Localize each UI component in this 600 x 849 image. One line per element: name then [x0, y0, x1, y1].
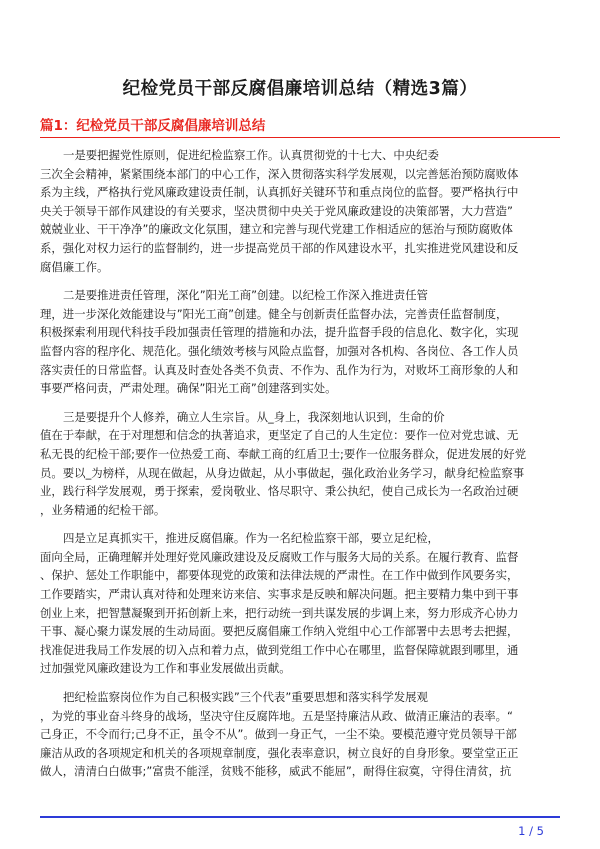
paragraph-line: 积极探索利用现代科技手段加强责任管理的措施和办法，提升监督手段的信息化、数字化，实现	[40, 325, 519, 340]
paragraph	[40, 688, 560, 781]
paragraph	[40, 408, 560, 520]
paragraph	[40, 146, 560, 276]
paragraph	[40, 286, 560, 398]
paragraph-line: 一是要把握党性原则，促进纪检监察工作。认真贯彻党的十七大、中央纪委	[63, 148, 439, 162]
paragraph-line: 私无畏的纪检干部;要作一位热爱工商、奉献工商的红盾卫士;要作一位服务群众，促进发展的好党	[40, 446, 527, 461]
paragraph-line: 干事、凝心聚力谋发展的生动局面。要把反腐倡廉工作纳入党组中心工作部署中去思考去把握，	[40, 624, 519, 639]
paragraph-line: 己身正，不令而行;己身不正，虽令不从”。做到一身正气，一尘不染。要模范遵守党员领导干部	[40, 727, 517, 742]
paragraph-line: 业，践行科学发展观，勇于探索，爱岗敬业、恪尽职守、秉公执纪，使自己成长为一名政治过硬	[40, 484, 519, 499]
paragraph	[40, 529, 560, 678]
document-title: 纪检党员干部反腐倡廉培训总结（精选3篇）	[122, 79, 478, 99]
paragraph-line: 二是要推进责任管理，深化”阳光工商”创建。以纪检工作深入推进责任管	[63, 288, 428, 303]
paragraph-line: ，业务精通的纪检干部。	[40, 502, 166, 517]
paragraph-line: 找准促进我局工作发展的切入点和着力点，做到党组工作中心在哪里，监督保障就跟到哪里，通	[40, 642, 519, 657]
footer-divider	[40, 816, 560, 818]
paragraph-line: 把纪检监察岗位作为自己积极实践”三个代表”重要思想和落实科学发展观	[63, 690, 428, 705]
paragraph-line: 三次全会精神，紧紧围绕本部门的中心工作，深入贯彻落实科学发展观，以完善惩治预防腐败体	[40, 166, 519, 181]
paragraph-line: 理，进一步深化效能建设与”阳光工商”创建。健全与创新责任监督办法，完善责任监督制度，	[40, 306, 508, 321]
paragraph-line: 监督内容的程序化、规范化。强化绩效考核与风险点监督，加强对各机构、各岗位、各工作人员	[40, 343, 519, 358]
paragraph-line: 廉洁从政的各项规定和机关的各项规章制度，强化表率意识，树立良好的自身形象。要堂堂正正	[40, 745, 519, 760]
section-divider	[40, 137, 560, 138]
document-body	[40, 146, 560, 791]
paragraph-line: 央关于领导干部作风建设的有关要求，坚决贯彻中央关于党风廉政建设的决策部署，大力营造”	[40, 203, 513, 218]
page-number: 1 / 5	[518, 824, 544, 838]
paragraph-line: 过加强党风廉政建设为工作和事业发展做出贡献。	[40, 661, 291, 676]
paragraph-line: 工作要踏实，严肃认真对待和处理来访来信、实事求是反映和解决问题。把主要精力集中到干事	[40, 587, 519, 602]
paragraph-line: 兢兢业业、干干净净”的廉政文化氛围，建立和完善与现代党建工作相适应的惩治与预防腐败体	[40, 222, 513, 237]
paragraph-line: 值在于奉献，在于对理想和信念的执著追求，更坚定了自己的人生定位：要作一位对党忠诚、无	[40, 428, 519, 443]
paragraph-line: 面向全局，正确理解并处理好党风廉政建设及反腐败工作与服务大局的关系。在履行教育、监督	[40, 549, 519, 564]
section-heading: 篇1：纪检党员干部反腐倡廉培训总结	[40, 118, 266, 134]
paragraph-line: ，为党的事业奋斗终身的战场，坚决守住反腐阵地。五是坚持廉洁从政、做清正廉洁的表率。“	[40, 708, 513, 723]
paragraph-line: 四是立足真抓实干，推进反腐倡廉。作为一名纪检监察干部，要立足纪检，	[63, 531, 439, 546]
paragraph-line: 系为主线，严格执行党风廉政建设责任制，认真抓好关键环节和重点岗位的监督。要严格执行中	[40, 185, 519, 200]
paragraph-line: 系，强化对权力运行的监督制约，进一步提高党员干部的作风建设水平，扎实推进党风建设和反	[40, 240, 519, 255]
paragraph-line: 事要严格问责，严肃处理。确保”阳光工商”创建落到实处。	[40, 381, 337, 396]
paragraph-line: 做人，清清白白做事;”富贵不能淫，贫贱不能移，威武不能屈”，耐得住寂寞，守得住清贫，抗	[40, 764, 512, 779]
paragraph-line: 腐倡廉工作。	[40, 259, 109, 274]
paragraph-line: 三是要提升个人修养，确立人生宗旨。从_身上，我深刻地认识到，生命的价	[63, 409, 445, 424]
paragraph-line: 、保护、惩处工作职能中，都要体现党的政策和法律法规的严肃性。在工作中做到作风要务实，	[40, 568, 519, 583]
paragraph-line: 创业上来，把智慧凝聚到开拓创新上来，把行动统一到共谋发展的步调上来，努力形成齐心协力	[40, 605, 519, 620]
paragraph-line: 落实责任的日常监督。认真及时查处各类不负责、不作为、乱作为行为，对败坏工商形象的人和	[40, 362, 519, 377]
paragraph-line: 员。要以_为榜样，从现在做起，从身边做起，从小事做起，强化政治业务学习，献身纪检监察事	[40, 465, 525, 480]
